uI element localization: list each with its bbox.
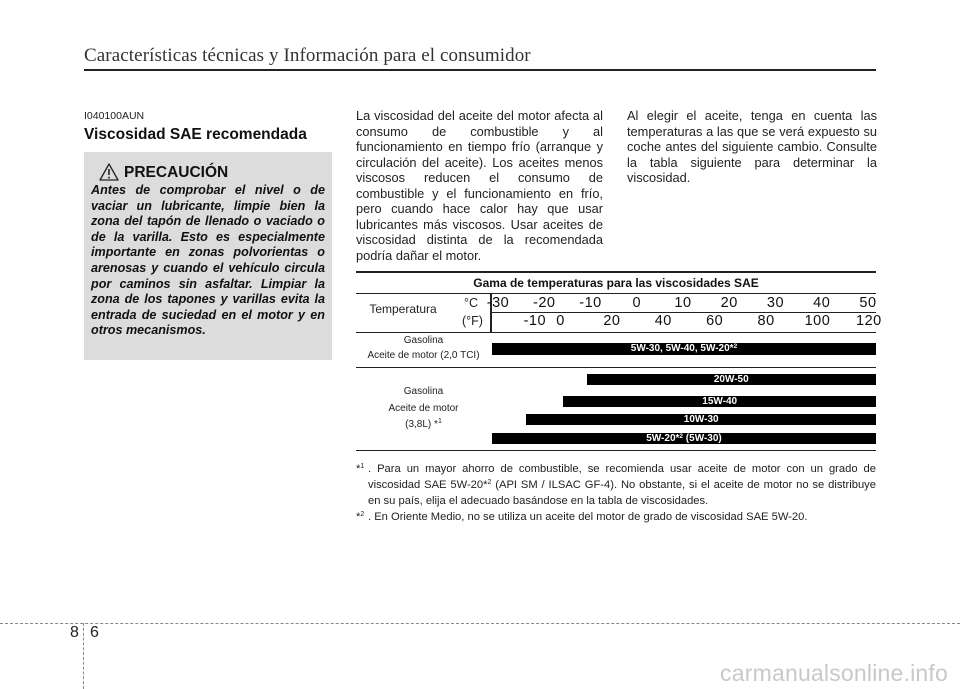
page-number: 6	[90, 624, 99, 641]
row2-capacity-text: (3,8L) *	[405, 419, 438, 430]
watermark: carmanualsonline.info	[720, 660, 948, 686]
table-title: Gama de temperaturas para las viscosidades SAE	[473, 276, 759, 290]
warning-triangle-icon	[99, 163, 119, 181]
footnote-1-text-b: (API SM / ILSAC GF-4). No obstante, si el aceite de motor no se distribuye en su país, elija el adecuado basándose en la tabla de viscosidades.	[368, 478, 876, 507]
viscosity-bar-label: 10W-30	[683, 414, 719, 425]
celsius-tick: 20	[720, 295, 738, 311]
row2-engine-label: Aceite de motor	[388, 403, 459, 414]
table-bottom-border	[356, 450, 876, 451]
row2-fuel-label: Gasolina	[403, 386, 444, 397]
fahrenheit-tick: 120	[856, 313, 882, 329]
table-top-border	[356, 271, 876, 273]
celsius-tick: -30	[486, 295, 510, 311]
footnote-1-ref: 2	[487, 478, 492, 486]
viscosity-bar	[526, 414, 876, 425]
celsius-tick: 40	[813, 295, 831, 311]
celsius-tick: -20	[533, 295, 556, 311]
celsius-tick: 10	[674, 295, 692, 311]
row1-bar-footnote: 2	[733, 343, 738, 350]
celsius-tick: 50	[859, 295, 877, 311]
section-title: Viscosidad SAE recomendada	[84, 126, 307, 143]
sae-viscosity-table	[356, 271, 882, 452]
footnote-2-number: 2	[360, 510, 365, 518]
fahrenheit-tick: 60	[706, 313, 724, 329]
viscosity-bar-alt: (5W-30)	[683, 433, 722, 444]
footnote-2-text: . En Oriente Medio, no se utiliza un aceite del motor de grado de viscosidad SAE 5W-20.	[368, 510, 808, 523]
viscosity-bar	[563, 396, 876, 407]
footer-rule	[0, 623, 960, 624]
fahrenheit-tick: 0	[556, 313, 565, 329]
viscosity-bar-label: 20W-50	[713, 374, 749, 385]
viscosity-bar-footnote: 2	[679, 433, 684, 440]
row2-capacity-label	[356, 417, 491, 433]
footnote-1	[356, 462, 876, 510]
fahrenheit-tick: -10	[523, 313, 547, 329]
fahrenheit-tick: 40	[654, 313, 672, 329]
celsius-unit: °C	[464, 296, 479, 310]
footnotes	[356, 462, 876, 526]
viscosity-paragraph: La viscosidad del aceite del motor afecta al consumo de combustible y al funcionamiento en tiempo frío (arranque y circulación del aceite). Los aceites menos viscosos reducen el consumo de combustible y el funcionamiento en frío, pero cuando hace calor hay que usar lubricantes más viscosos. Usar aceites de viscosidad distinta de la recomendada podría dañar el motor.	[356, 108, 603, 263]
caution-title: PRECAUCIÓN	[124, 164, 229, 181]
table-title-divider	[356, 293, 876, 294]
fahrenheit-unit: (°F)	[462, 314, 483, 328]
footnote-1-asterisk: *	[356, 463, 361, 475]
temperature-label: Temperatura	[369, 302, 437, 316]
row1-engine-label: Aceite de motor (2,0 TCI)	[367, 350, 480, 361]
footnote-2-asterisk: *	[356, 510, 361, 523]
row2-capacity-footnote: 1	[437, 418, 442, 425]
section-code: I040100AUN	[84, 110, 145, 122]
header-rule	[84, 69, 876, 71]
celsius-tick: 0	[632, 295, 642, 311]
footnote-2-marker	[356, 510, 364, 526]
viscosity-bar-label: 15W-40	[702, 396, 738, 407]
row1-divider	[356, 367, 876, 368]
footnote-2	[356, 510, 876, 526]
footer-divider	[83, 623, 84, 689]
fahrenheit-tick: 100	[804, 313, 831, 329]
celsius-tick: -10	[579, 295, 602, 311]
row1-fuel-label: Gasolina	[403, 335, 444, 346]
celsius-tick: 30	[766, 295, 785, 311]
viscosity-bar	[492, 433, 876, 444]
fahrenheit-tick: 20	[603, 313, 621, 329]
footnote-1-text-a: . Para un mayor ahorro de combustible, se recomienda usar aceite de motor con un grado de viscosidad SAE 5W-20*	[368, 463, 876, 491]
caution-body: Antes de comprobar el nivel o de vaciar un lubricante, limpie bien la zona del tapón de llenado o vaciado o de la varilla. Esto es especialmente importante en zonas polvorientas o arenosas y cuando el vehículo circula por caminos sin asfaltar. Limpiar la zona de los tapones y varillas evita la entrada de suciedad en el motor y en otros mecanismos.	[91, 183, 325, 338]
chapter-number: 8	[70, 624, 79, 641]
row1-bar-label: 5W-30, 5W-40, 5W-20*	[630, 343, 734, 354]
viscosity-bar	[587, 374, 877, 385]
page-header-title: Características técnicas y Información para el consumidor	[84, 45, 531, 66]
caution-box	[84, 152, 332, 360]
footnote-1-marker	[356, 462, 364, 478]
footnote-1-number: 1	[360, 463, 365, 470]
selection-paragraph: Al elegir el aceite, tenga en cuenta las temperaturas a las que se verá expuesto su coche antes del siguiente cambio. Consulte la tabla siguiente para determinar la viscosidad.	[627, 108, 877, 186]
fahrenheit-tick: 80	[757, 313, 775, 329]
row1-viscosity-bar	[492, 343, 876, 355]
viscosity-bar-label: 5W-20*	[646, 433, 680, 444]
